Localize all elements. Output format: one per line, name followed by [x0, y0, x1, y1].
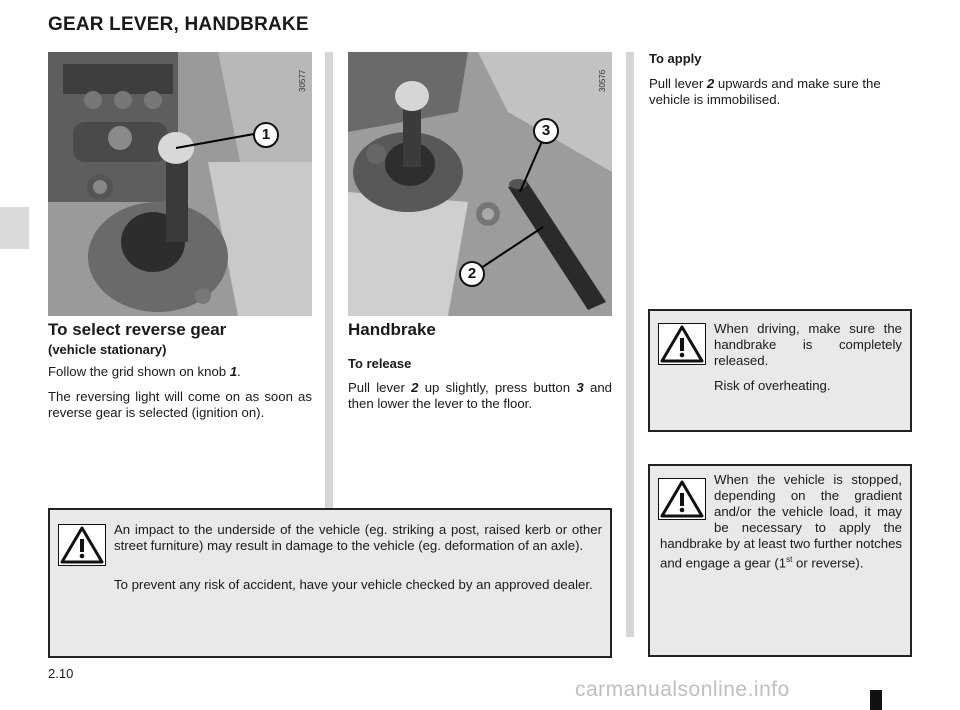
- page-marker: [870, 690, 882, 710]
- warning-stopped-text: When the vehicle is stopped, depending on the gradient and/or the vehicle load, it may be necessary to apply the handbrake by at least two further notches and engage a gear (1st or reverse).: [660, 472, 902, 571]
- apply-paragraph: Pull lever 2 upwards and make sure the vehicle is immobilised.: [649, 76, 881, 107]
- column-divider-left: [325, 52, 333, 510]
- apply-label: To apply: [649, 51, 702, 66]
- warning-triangle-icon: [58, 524, 106, 566]
- warning-box-stopped: [648, 464, 912, 657]
- figure-code-right: 30576: [598, 69, 607, 92]
- chapter-tab: [0, 207, 29, 249]
- warning-driving-text: When driving, make sure the handbrake is completely released.: [714, 321, 902, 368]
- page-title: GEAR LEVER, HANDBRAKE: [48, 14, 309, 35]
- watermark: carmanualsonline.info: [575, 678, 790, 701]
- callout-1: 1: [253, 122, 279, 148]
- handbrake-photo: [348, 52, 612, 316]
- handbrake-heading: Handbrake: [348, 320, 436, 339]
- reverse-heading: To select reverse gear: [48, 320, 227, 339]
- column-divider-right: [626, 52, 634, 637]
- warning-impact-text: An impact to the underside of the vehicle (eg. striking a post, raised kerb or other street furniture) may result in damage to the vehicle (eg. deformation of an axle).: [114, 522, 602, 553]
- figure-code-left: 30577: [298, 69, 307, 92]
- warning-impact-advice: To prevent any risk of accident, have your vehicle checked by an approved dealer.: [114, 577, 593, 592]
- reverse-subheading: (vehicle stationary): [48, 342, 167, 357]
- callout-2: 2: [459, 261, 485, 287]
- reverse-paragraph-2: The reversing light will come on as soon as reverse gear is selected (ignition on).: [48, 389, 312, 420]
- gear-lever-photo: [48, 52, 312, 316]
- release-label: To release: [348, 356, 412, 371]
- warning-box-impact: [48, 508, 612, 658]
- warning-box-driving: [648, 309, 912, 432]
- gear-lever-illustration: [48, 52, 312, 316]
- page-number: 2.10: [48, 666, 74, 681]
- warning-driving-risk: Risk of overheating.: [714, 378, 831, 393]
- warning-triangle-icon: [658, 323, 706, 365]
- callout-3: 3: [533, 118, 559, 144]
- reverse-paragraph-1: Follow the grid shown on knob 1.: [48, 364, 241, 379]
- release-paragraph: Pull lever 2 up slightly, press button 3 and then lower the lever to the floor.: [348, 380, 612, 411]
